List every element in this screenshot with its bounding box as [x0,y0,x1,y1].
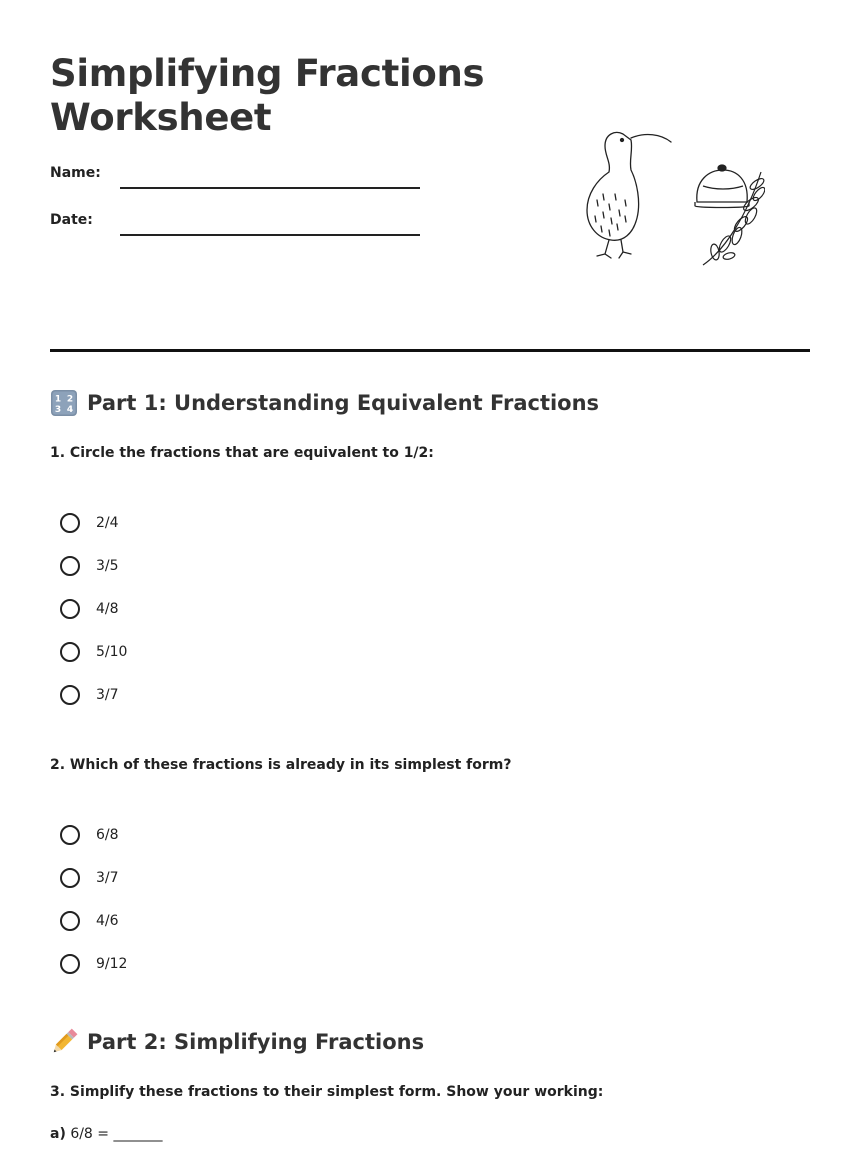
radio-circle[interactable] [60,954,80,974]
question-3: 3. Simplify these fractions to their simplest form. Show your working: [50,1084,604,1100]
part1-heading-text: Part 1: Understanding Equivalent Fractions [87,391,600,415]
option-label: 3/7 [96,686,119,703]
date-line[interactable] [120,234,420,236]
question-2-options [60,813,127,985]
option-q1-3-5[interactable] [60,544,127,587]
option-q2-9-12[interactable] [60,942,127,985]
worksheet-page [50,0,810,1142]
numbers-keycap-icon [50,389,78,417]
name-label: Name: [50,165,101,181]
question-1: 1. Circle the fractions that are equivalent to 1/2: [50,445,434,461]
radio-circle[interactable] [60,911,80,931]
radio-circle[interactable] [60,513,80,533]
radio-circle[interactable] [60,825,80,845]
fern-leaf-icon [703,172,765,265]
page-title: Simplifying Fractions Worksheet [50,52,485,139]
nz-illustration [575,120,765,275]
option-label: 3/5 [96,557,119,574]
worksheet-header [50,0,810,352]
radio-circle[interactable] [60,556,80,576]
option-q2-6-8[interactable] [60,813,127,856]
svg-text:3: 3 [54,405,62,415]
name-field [50,163,420,189]
kiwi-bird-icon [587,133,671,259]
date-label: Date: [50,212,93,228]
name-line[interactable] [120,187,420,189]
option-q1-5-10[interactable] [60,630,127,673]
problem-a[interactable] [50,1126,162,1142]
option-label: 4/8 [96,600,119,617]
option-q1-3-7[interactable] [60,673,127,716]
question-2: 2. Which of these fractions is already in its simplest form? [50,757,512,773]
question-1-options [60,501,127,716]
radio-circle[interactable] [60,868,80,888]
svg-text:4: 4 [66,405,74,415]
option-q2-4-6[interactable] [60,899,127,942]
part2-heading-text: Part 2: Simplifying Fractions [87,1030,425,1054]
svg-text:2: 2 [66,394,74,405]
radio-circle[interactable] [60,599,80,619]
pavlova-icon [695,165,749,208]
pencil-icon [50,1028,78,1056]
option-label: 2/4 [96,514,119,531]
problem-text: 6/8 = _______ [70,1126,163,1142]
problem-letter: a) [50,1126,66,1142]
radio-circle[interactable] [60,685,80,705]
section-divider [50,349,810,352]
radio-circle[interactable] [60,642,80,662]
option-label: 5/10 [96,643,128,660]
option-label: 6/8 [96,826,119,843]
part1-heading [50,389,599,417]
option-q1-4-8[interactable] [60,587,127,630]
option-label: 3/7 [96,869,119,886]
option-q2-3-7[interactable] [60,856,127,899]
svg-text:1: 1 [54,394,62,405]
part2-heading [50,1028,424,1056]
option-label: 4/6 [96,912,119,929]
option-q1-2-4[interactable] [60,501,127,544]
option-label: 9/12 [96,955,128,972]
date-field [50,210,420,236]
